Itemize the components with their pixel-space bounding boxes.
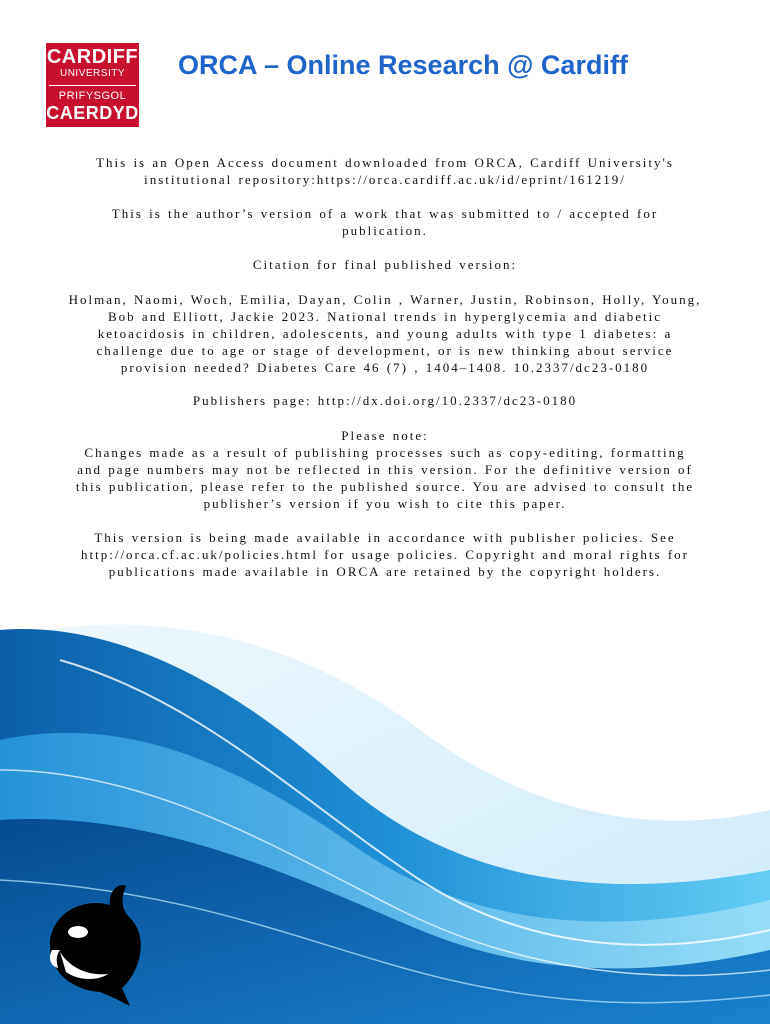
version-line: This is the author’s version of a work that was submitted to / accepted for <box>111 206 659 221</box>
logo-caerdydd: CAERDYD <box>46 103 139 123</box>
citation-line: ketoacidosis in children, adolescents, and young adults with type 1 diabetes: a <box>97 326 673 341</box>
page-title: ORCA – Online Research @ Cardiff <box>178 50 628 80</box>
logo-divider <box>49 85 136 86</box>
publisher-page: Publishers page: http://dx.doi.org/10.2337/dc23-0180 <box>192 393 578 408</box>
notice-line: This is an Open Access document downloaded from ORCA, Cardiff University's <box>96 155 674 170</box>
logo-university: UNIVERSITY <box>59 68 125 79</box>
policy-line: http://orca.cf.ac.uk/policies.html for usage policies. Copyright and moral rights for <box>81 547 689 562</box>
citation-line: Holman, Naomi, Woch, Emilia, Dayan, Colin , Warner, Justin, Robinson, Holly, Young, <box>68 292 702 307</box>
policy-line: publications made available in ORCA are retained by the copyright holders. <box>108 564 662 579</box>
version-line: publication. <box>342 223 428 238</box>
citation-line: challenge due to age or stage of development, or is new thinking about service <box>96 343 674 358</box>
cardiff-university-logo <box>46 43 139 127</box>
please-note-line: Changes made as a result of publishing processes such as copy-editing, formatting <box>84 445 686 460</box>
open-access-notice <box>40 154 730 188</box>
logo-prifysgol: PRIFYSGOL <box>58 90 127 102</box>
policy-statement <box>40 529 730 580</box>
orca-whale-icon <box>30 880 150 1010</box>
version-statement <box>40 205 730 239</box>
citation-line: provision needed? Diabetes Care 46 (7) , 1404–1408. 10.2337/dc23-0180 <box>120 360 650 375</box>
citation <box>40 291 730 376</box>
citation-line: Bob and Elliott, Jackie 2023. National trends in hyperglycemia and diabetic <box>108 309 662 324</box>
logo-cardiff: CARDIFF <box>46 46 139 68</box>
please-note-line: publisher’s version if you wish to cite this paper. <box>203 496 567 511</box>
policy-line: This version is being made available in accordance with publisher policies. See <box>94 530 676 545</box>
please-note <box>40 427 730 512</box>
please-note-line: and page numbers may not be reflected in this version. For the definitive version of <box>77 462 693 477</box>
notice-line: institutional repository:https://orca.cardiff.ac.uk/id/eprint/161219/ <box>144 172 626 187</box>
citation-heading: Citation for final published version: <box>252 257 518 272</box>
please-note-line: this publication, please refer to the published source. You are advised to consult the <box>75 479 695 494</box>
please-note-heading: Please note: <box>341 428 429 443</box>
